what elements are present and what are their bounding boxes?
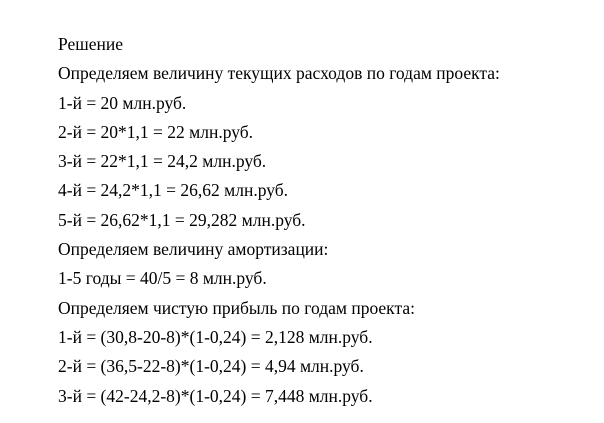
heading-solution: Решение <box>58 34 124 54</box>
cost-year-3: 3-й = 22*1,1 = 24,2 млн.руб. <box>58 151 267 172</box>
cost-year-4: 4-й = 24,2*1,1 = 26,62 млн.руб. <box>58 180 289 201</box>
cost-year-1: 1-й = 20 млн.руб. <box>58 92 187 113</box>
depreciation-years-1-5: 1-5 годы = 40/5 = 8 млн.руб. <box>58 268 267 289</box>
document-body <box>58 30 598 411</box>
cost-year-2: 2-й = 20*1,1 = 22 млн.руб. <box>58 121 254 142</box>
section-current-costs: Определяем величину текущих расходов по годам проекта: <box>58 63 500 84</box>
section-depreciation: Определяем величину амортизации: <box>58 239 329 260</box>
profit-year-3: 3-й = (42-24,2-8)*(1-0,24) = 7,448 млн.руб. <box>58 385 373 406</box>
cost-year-5: 5-й = 26,62*1,1 = 29,282 млн.руб. <box>58 209 306 230</box>
profit-year-1: 1-й = (30,8-20-8)*(1-0,24) = 2,128 млн.руб. <box>58 326 373 347</box>
section-net-profit: Определяем чистую прибыль по годам проекта: <box>58 297 415 318</box>
profit-year-2: 2-й = (36,5-22-8)*(1-0,24) = 4,94 млн.руб. <box>58 356 364 377</box>
